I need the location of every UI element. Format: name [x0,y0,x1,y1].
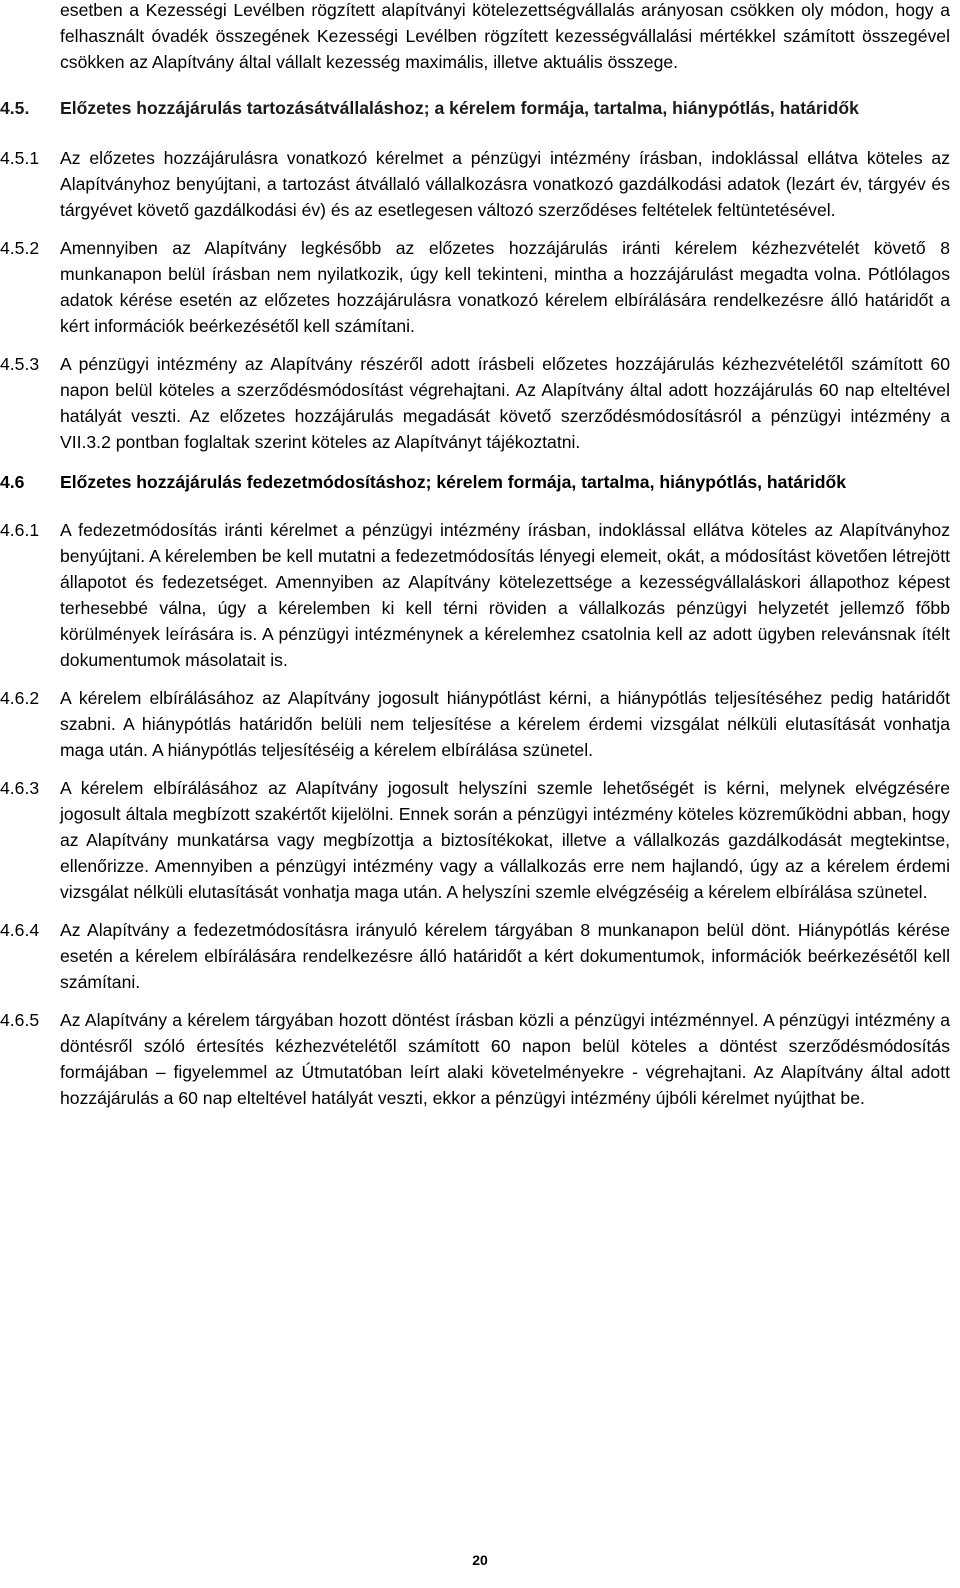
paragraph-4-6-1 [0,517,950,673]
paragraph-text: Az Alapítvány a fedezetmódosításra irányuló kérelem tárgyában 8 munkanapon belül dönt. Hiánypótlás kérése esetén a kérelem elbírálására rendelkezésre álló határidőt a kért dokumentumok, információk beérkezésétől kell számítani. [60,920,950,992]
paragraph-text: A fedezetmódosítás iránti kérelmet a pénzügyi intézmény írásban, indoklással ellátva köteles az Alapítványhoz benyújtani. A kérelemben be kell mutatni a fedezetmódosítás lényegi elemeit, okát, a módosítást követően létrejött állapotot és fedezetséget. Amennyiben az Alapítvány kötelezettsége a kezességvállaláskori állapothoz képest terhesebbé válna, úgy a kérelemben ki kell térni röviden a vállalkozás pénzügyi helyzetét jellemző főbb körülmények leírására is. A pénzügyi intézménynek a kérelemhez csatolnia kell az adott ügyben relevánsnak ítélt dokumentumok másolatait is. [60,520,950,670]
section-heading-4-6 [0,469,950,495]
paragraph-text: Az előzetes hozzájárulásra vonatkozó kérelmet a pénzügyi intézmény írásban, indoklással ellátva köteles az Alapítványhoz benyújtani, a tartozást átvállaló vállalkozásra vonatkozó gazdálkodási adatok (lezárt év, tárgyév és tárgyévet követő gazdálkodási év) és az esetlegesen változó szerződéses feltételek feltüntetésével. [60,148,950,220]
paragraph-number: 4.6.5 [0,1010,40,1030]
section-heading-4-5 [0,95,950,121]
paragraph-number: 4.5.3 [0,354,40,374]
paragraph-4-5-1 [0,145,950,223]
section-title: Előzetes hozzájárulás tartozásátvállaláshoz; a kérelem formája, tartalma, hiánypótlás, határidők [60,98,859,118]
section-number: 4.5. [0,98,30,118]
paragraph-4-5-3 [0,351,950,455]
intro-paragraph: esetben a Kezességi Levélben rögzített alapítványi kötelezettségvállalás arányosan csökken oly módon, hogy a felhasznált óvadék összegének Kezességi Levélben rögzített kezességvállalási mértékkel számított összegével csökken az Alapítvány által vállalt kezesség maximális, illetve aktuális összege. [60,0,950,72]
paragraph-4-6-5 [0,1007,950,1111]
paragraph-text: Amennyiben az Alapítvány legkésőbb az előzetes hozzájárulás iránti kérelem kézhezvételét követő 8 munkanapon belül írásban nem nyilatkozik, úgy kell tekinteni, mintha a hozzájárulást megadta volna. Pótlólagos adatok kérése esetén az előzetes hozzájárulásra vonatkozó kérelem elbírálására rendelkezésre álló határidőt a kért információk beérkezésétől kell számítani. [60,238,950,336]
paragraph-4-6-2 [0,685,950,763]
paragraph-4-6-4 [0,917,950,995]
paragraph-number: 4.6.3 [0,778,40,798]
paragraph-number: 4.6.2 [0,688,40,708]
paragraph-number: 4.5.1 [0,148,40,168]
paragraph-4-5-2 [0,235,950,339]
paragraph-4-6-3 [0,775,950,905]
paragraph-text: A kérelem elbírálásához az Alapítvány jogosult helyszíni szemle lehetőségét is kérni, melynek elvégzésére jogosult általa megbízott szakértőt kijelölni. Ennek során a pénzügyi intézmény köteles közreműködni abban, hogy az Alapítvány munkatársa vagy megbízottja a biztosítékokat, illetve a vállalkozás gazdálkodását megtekintse, ellenőrizze. Amennyiben a pénzügyi intézmény vagy a vállalkozás erre nem hajlandó, úgy az a kérelem érdemi vizsgálat nélküli elutasítását vonhatja maga után. A helyszíni szemle elvégzéséig a kérelem elbírálása szünetel. [60,778,950,902]
paragraph-text: A kérelem elbírálásához az Alapítvány jogosult hiánypótlást kérni, a hiánypótlás teljesítéséhez pedig határidőt szabni. A hiánypótlás határidőn belüli nem teljesítése a kérelem érdemi vizsgálat nélküli elutasítását vonhatja maga után. A hiánypótlás teljesítéséig a kérelem elbírálása szünetel. [60,688,950,760]
section-title: Előzetes hozzájárulás fedezetmódosításhoz; kérelem formája, tartalma, hiánypótlás, határidők [60,472,847,492]
paragraph-text: Az Alapítvány a kérelem tárgyában hozott döntést írásban közli a pénzügyi intézménnyel. A pénzügyi intézmény a döntésről szóló értesítés kézhezvételétől számított 60 napon belül köteles a döntést szerződésmódosítás formájában – figyelemmel az Útmutatóban leírt alaki követelményekre - végrehajtani. Az Alapítvány által adott hozzájárulás a 60 nap elteltével hatályát veszti, ekkor a pénzügyi intézmény újbóli kérelmet nyújthat be. [60,1010,950,1108]
paragraph-text: A pénzügyi intézmény az Alapítvány részéről adott írásbeli előzetes hozzájárulás kézhezvételétől számított 60 napon belül köteles a szerződésmódosítást végrehajtani. Az Alapítvány által adott hozzájárulás 60 nap elteltével hatályát veszti. Az előzetes hozzájárulás megadását követő szerződésmódosításról a pénzügyi intézmény a VII.3.2 pontban foglaltak szerint köteles az Alapítványt tájékoztatni. [60,354,950,452]
section-number: 4.6 [0,472,25,492]
paragraph-number: 4.6.4 [0,920,40,940]
paragraph-number: 4.5.2 [0,238,40,258]
paragraph-number: 4.6.1 [0,520,40,540]
page-number: 20 [472,1552,488,1568]
